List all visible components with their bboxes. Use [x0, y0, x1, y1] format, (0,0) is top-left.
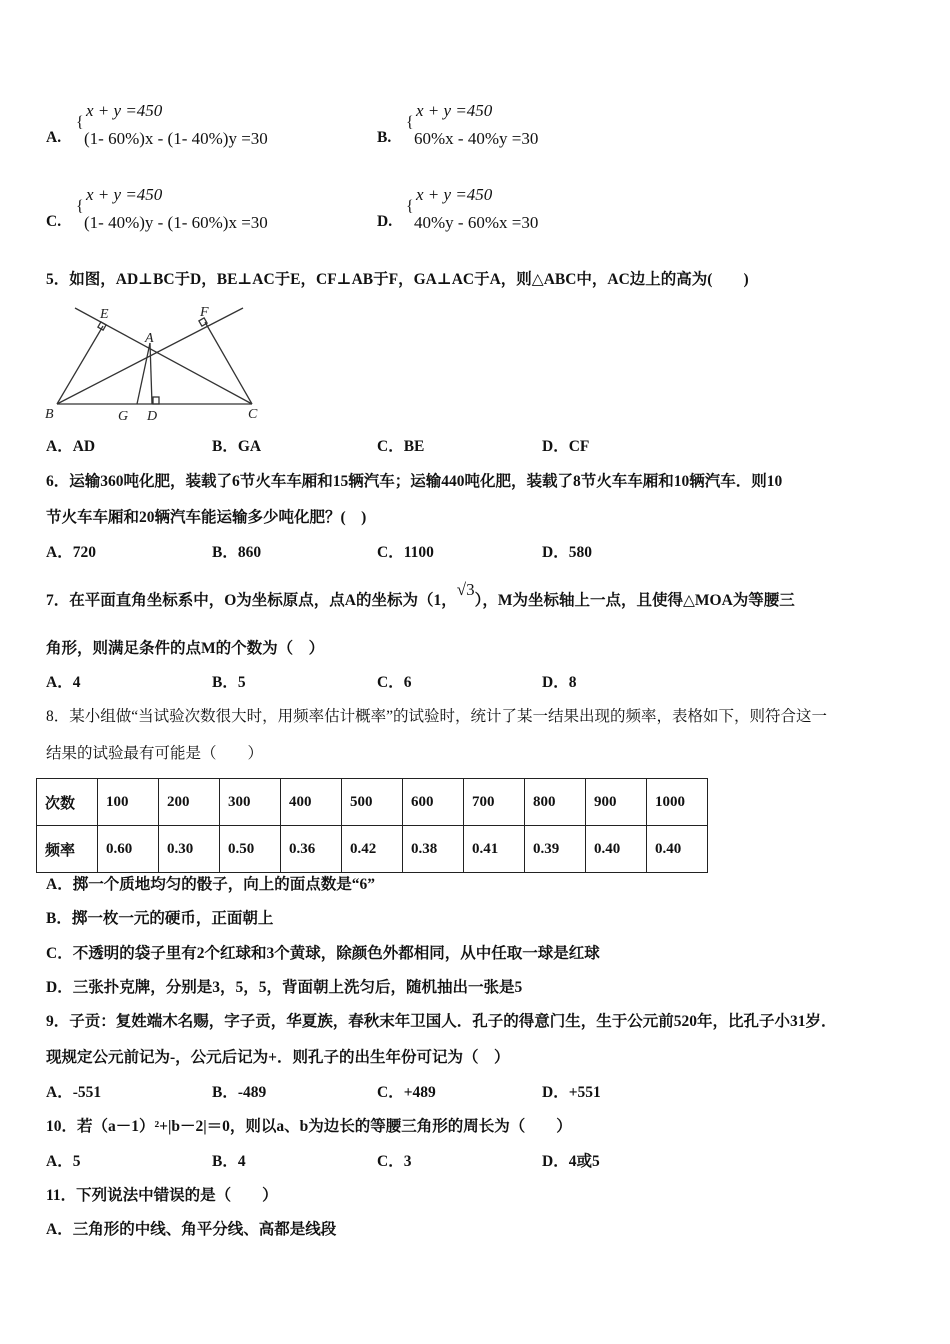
q6-stem-line2: 节火车车厢和20辆汽车能运输多少吨化肥？( ): [46, 509, 367, 526]
q10-option-b: B．4: [212, 1153, 246, 1170]
table-cell: 0.50: [220, 826, 281, 873]
label-a: A: [145, 331, 154, 346]
table-cell: 900: [586, 779, 647, 826]
table-cell: 0.40: [586, 826, 647, 873]
q10-option-c: C．3: [377, 1153, 412, 1170]
q9-option-a: A．-551: [46, 1084, 102, 1101]
q8-option-a: A．掷一个质地均匀的骰子，向上的面点数是“6”: [46, 876, 375, 893]
row-header: 次数: [37, 779, 98, 826]
equation-2: 40%y - 60%x =30: [414, 213, 539, 232]
option-label: C.: [46, 213, 62, 230]
q7-option-d: D．8: [542, 674, 577, 691]
option-label: B.: [377, 129, 392, 146]
table-cell: 1000: [647, 779, 708, 826]
label-g: G: [118, 409, 129, 424]
table-cell: 800: [525, 779, 586, 826]
table-cell: 0.39: [525, 826, 586, 873]
equation-2: (1- 60%)x - (1- 40%)y =30: [84, 129, 268, 148]
equation-2: 60%x - 40%y =30: [414, 129, 539, 148]
table-row-counts: [37, 779, 708, 826]
right-angle-d: [153, 397, 159, 404]
q8-option-d: D．三张扑克牌，分别是3，5，5，背面朝上洗匀后，随机抽出一张是5: [46, 979, 523, 996]
q11-stem: 11．下列说法中错误的是（ ）: [46, 1187, 278, 1204]
equation-1: x + y =450: [416, 101, 493, 120]
q7-text-b: ），M为坐标轴上一点，且使得△MOA为等腰三: [474, 592, 795, 609]
q5-option-d: D．CF: [542, 438, 590, 455]
q7-option-c: C．6: [377, 674, 412, 691]
q7-stem-line2: 角形，则满足条件的点M的个数为（ ）: [46, 640, 325, 657]
q8-option-b: B．掷一枚一元的硬币，正面朝上: [46, 910, 274, 927]
equation-1: x + y =450: [86, 101, 163, 120]
label-b: B: [45, 407, 54, 422]
table-cell: 600: [403, 779, 464, 826]
option-label: D.: [377, 213, 393, 230]
sqrt3: √3: [456, 580, 475, 599]
table-cell: 0.41: [464, 826, 525, 873]
q9-option-b: B．-489: [212, 1084, 267, 1101]
q10-option-d: D．4或5: [542, 1153, 600, 1170]
label-e: E: [100, 307, 109, 322]
q6-option-c: C．1100: [377, 544, 434, 561]
option-label: A.: [46, 129, 62, 146]
q10-option-a: A．5: [46, 1153, 81, 1170]
q7-stem-line1: [46, 580, 795, 611]
table-cell: 200: [159, 779, 220, 826]
table-row-freqs: [37, 826, 708, 873]
segment-ga: [137, 343, 150, 404]
row-header: 频率: [37, 826, 98, 873]
label-d: D: [147, 409, 158, 424]
table-cell: 300: [220, 779, 281, 826]
q9-option-c: C．+489: [377, 1084, 436, 1101]
frequency-table: [36, 778, 708, 873]
label-c: C: [248, 407, 258, 422]
q5-stem: 5．如图，AD⊥BC于D，BE⊥AC于E，CF⊥AB于F，GA⊥AC于A，则△ABC中，AC边上的高为( ): [46, 271, 749, 288]
q5-option-a: A．AD: [46, 438, 96, 455]
q6-option-b: B．860: [212, 544, 262, 561]
table-cell: 0.42: [342, 826, 403, 873]
segment-ad: [150, 343, 152, 404]
q6-option-a: A．720: [46, 544, 96, 561]
table-cell: 700: [464, 779, 525, 826]
table-cell: 0.40: [647, 826, 708, 873]
q10-stem: 10．若（a－1）²+|b－2|＝0，则以a、b为边长的等腰三角形的周长为（ ）: [46, 1118, 572, 1135]
q9-stem-line1: 9．子贡：复姓端木名赐，字子贡，华夏族，春秋末年卫国人．孔子的得意门生，生于公元前520年，比孔子小31岁．: [46, 1013, 837, 1030]
q5-option-c: C．BE: [377, 438, 425, 455]
table-cell: 0.60: [98, 826, 159, 873]
q6-stem-line1: 6．运输360吨化肥，装载了6节火车车厢和15辆汽车；运输440吨化肥，装载了8节火车车厢和10辆汽车．则10: [46, 473, 783, 490]
table-cell: 400: [281, 779, 342, 826]
q7-option-a: A．4: [46, 674, 81, 691]
label-f: F: [200, 305, 209, 320]
q7-text-a: 7．在平面直角坐标系中，O为坐标原点，点A的坐标为（1，: [46, 592, 457, 609]
equation-1: x + y =450: [416, 185, 493, 204]
q5-option-b: B．GA: [212, 438, 262, 455]
brace: {: [76, 198, 84, 215]
q11-option-a: A．三角形的中线、角平分线、高都是线段: [46, 1221, 337, 1238]
brace: {: [76, 114, 84, 131]
q9-stem-line2: 现规定公元前记为-，公元后记为+．则孔子的出生年份可记为（ ）: [46, 1049, 510, 1066]
brace: {: [406, 198, 414, 215]
table-cell: 500: [342, 779, 403, 826]
equation-2: (1- 40%)y - (1- 60%)x =30: [84, 213, 268, 232]
brace: {: [406, 114, 414, 131]
table-cell: 100: [98, 779, 159, 826]
q8-stem-line1: 8．某小组做“当试验次数很大时，用频率估计概率”的试验时，统计了某一结果出现的频率，表格如下，则符合这一: [46, 708, 828, 725]
q9-option-d: D．+551: [542, 1084, 601, 1101]
q8-stem-line2: 结果的试验最有可能是（ ）: [46, 745, 264, 762]
q7-option-b: B．5: [212, 674, 246, 691]
table-cell: 0.38: [403, 826, 464, 873]
q6-option-d: D．580: [542, 544, 592, 561]
q8-option-c: C．不透明的袋子里有2个红球和3个黄球，除颜色外都相同，从中任取一球是红球: [46, 945, 600, 962]
equation-1: x + y =450: [86, 185, 163, 204]
table-cell: 0.30: [159, 826, 220, 873]
right-angle-e: [98, 322, 106, 330]
table-cell: 0.36: [281, 826, 342, 873]
triangle-figure: [40, 298, 270, 428]
